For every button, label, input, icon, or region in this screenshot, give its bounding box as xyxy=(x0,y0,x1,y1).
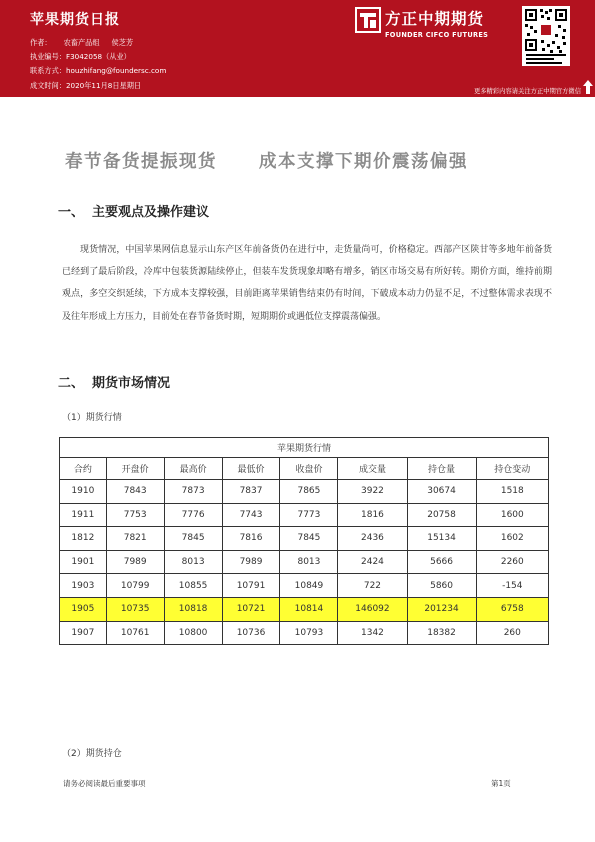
table-cell: 20758 xyxy=(407,503,476,527)
table-cell: 1905 xyxy=(60,597,107,621)
table-cell: 1812 xyxy=(60,527,107,551)
table-cell: 10799 xyxy=(106,574,164,598)
column-header: 合约 xyxy=(60,458,107,480)
table-cell: 146092 xyxy=(338,597,407,621)
column-header: 成交量 xyxy=(338,458,407,480)
table-cell: 10735 xyxy=(106,597,164,621)
section-2-number: 二、 xyxy=(58,376,85,391)
table-cell: 10721 xyxy=(222,597,280,621)
table-cell: 1907 xyxy=(60,621,107,645)
table-cell: 7753 xyxy=(106,503,164,527)
table-cell: 2436 xyxy=(338,527,407,551)
license-line xyxy=(30,52,131,62)
table-cell: 10800 xyxy=(164,621,222,645)
table-cell: 7773 xyxy=(280,503,338,527)
column-header: 最高价 xyxy=(164,458,222,480)
table-cell: 5666 xyxy=(407,550,476,574)
table-row xyxy=(60,574,549,598)
table-cell: 7843 xyxy=(106,480,164,504)
summary-paragraph: 现货情况，中国苹果网信息显示山东产区年前备货仍在进行中，走货量尚可，价格稳定。西部产区陕甘等多地年前备货已经到了最后阶段，冷库中包装货源陆续停止，但装车发货现象却略有增多，销区市场交易有所好转。期价方面，维持前期观点，多空交织延续，下方成本支撑较强，目前距离苹果销售结束仍有时间，下破成本动力仍显不足，不过整体需求表现不及往年形成上方压力，目前处在春节备货时期，短期期价或遇低位支撑震荡偏强。 xyxy=(62,245,552,322)
date-line xyxy=(30,81,141,91)
table-cell: 7743 xyxy=(222,503,280,527)
column-header: 最低价 xyxy=(222,458,280,480)
table-cell: 7989 xyxy=(222,550,280,574)
table-cell: 1911 xyxy=(60,503,107,527)
logo-mark-icon xyxy=(355,7,381,33)
follow-wechat-text: 更多精彩内容请关注方正中期官方微信 xyxy=(473,88,581,95)
column-header: 开盘价 xyxy=(106,458,164,480)
table-cell: 15134 xyxy=(407,527,476,551)
table-cell: 10855 xyxy=(164,574,222,598)
table-cell: 7845 xyxy=(280,527,338,551)
table-cell: 6758 xyxy=(476,597,548,621)
table-row xyxy=(60,621,549,645)
table-cell: 10793 xyxy=(280,621,338,645)
report-header xyxy=(0,0,595,97)
license-label: 执业编号： xyxy=(30,52,66,61)
table-cell: 2260 xyxy=(476,550,548,574)
table-cell: 2424 xyxy=(338,550,407,574)
table-row xyxy=(60,503,549,527)
disclaimer-note: 请务必阅读最后重要事项 xyxy=(63,779,146,788)
column-header: 收盘价 xyxy=(280,458,338,480)
subsection-futures-positions: （2）期货持仓 xyxy=(62,749,122,759)
contact-label: 联系方式： xyxy=(30,66,66,75)
document-title xyxy=(65,148,468,173)
table-cell: 1342 xyxy=(338,621,407,645)
table-cell: 1910 xyxy=(60,480,107,504)
author-name: 侯芝芳 xyxy=(111,38,134,47)
table-cell: 8013 xyxy=(164,550,222,574)
table-cell: 722 xyxy=(338,574,407,598)
company-logo xyxy=(355,6,513,46)
column-header: 持仓量 xyxy=(407,458,476,480)
table-cell: 5860 xyxy=(407,574,476,598)
table-row xyxy=(60,480,549,504)
section-2-title: 期货市场情况 xyxy=(92,376,171,391)
table-cell: 1602 xyxy=(476,527,548,551)
table-cell: 7821 xyxy=(106,527,164,551)
table-header-row xyxy=(60,458,549,480)
table-row xyxy=(60,527,549,551)
table-cell: 7837 xyxy=(222,480,280,504)
table-cell: 1903 xyxy=(60,574,107,598)
table-row xyxy=(60,550,549,574)
table-cell: 3922 xyxy=(338,480,407,504)
section-1-number: 一、 xyxy=(58,205,85,220)
table-caption: 苹果期货行情 xyxy=(60,438,549,458)
section-heading-1 xyxy=(58,201,209,220)
author-label: 作者： xyxy=(30,38,52,47)
logo-english-name: FOUNDER CIFCO FUTURES xyxy=(385,31,489,39)
column-header: 持仓变动 xyxy=(476,458,548,480)
table-cell: 18382 xyxy=(407,621,476,645)
author-line xyxy=(30,38,133,48)
wechat-qr-code xyxy=(522,6,570,66)
table-cell: 10736 xyxy=(222,621,280,645)
table-cell: 7816 xyxy=(222,527,280,551)
title-part-2: 成本支撑下期价震荡偏强 xyxy=(259,152,468,172)
table-cell: 10818 xyxy=(164,597,222,621)
table-cell: 1518 xyxy=(476,480,548,504)
subsection-futures-quotes: （1）期货行情 xyxy=(62,413,122,423)
table-cell: 7873 xyxy=(164,480,222,504)
table-row-highlighted xyxy=(60,597,549,621)
table-cell: 201234 xyxy=(407,597,476,621)
section-heading-2 xyxy=(58,372,170,391)
table-cell: 10791 xyxy=(222,574,280,598)
table-cell: 1816 xyxy=(338,503,407,527)
table-cell: 30674 xyxy=(407,480,476,504)
table-cell: 260 xyxy=(476,621,548,645)
date-label: 成文时间 xyxy=(30,81,59,90)
table-cell: 10761 xyxy=(106,621,164,645)
page-number: 第1页 xyxy=(491,779,511,788)
table-cell: 8013 xyxy=(280,550,338,574)
qr-code-icon xyxy=(522,6,570,66)
futures-quotes-table xyxy=(59,437,549,645)
table-cell: 7776 xyxy=(164,503,222,527)
table-cell: 7865 xyxy=(280,480,338,504)
table-cell: 1901 xyxy=(60,550,107,574)
contact-line xyxy=(30,66,166,76)
table-cell: 7845 xyxy=(164,527,222,551)
title-part-1: 春节备货提振现货 xyxy=(65,152,217,172)
date-value: ：2020年11月8日星期日 xyxy=(58,81,142,90)
report-title: 苹果期货日报 xyxy=(30,12,120,28)
license-value: F3042058（从业） xyxy=(65,52,131,61)
author-group: 农畜产品组 xyxy=(63,38,100,47)
table-cell: -154 xyxy=(476,574,548,598)
section-1-title: 主要观点及操作建议 xyxy=(92,205,210,220)
table-cell: 10814 xyxy=(280,597,338,621)
table-cell: 7989 xyxy=(106,550,164,574)
back-to-top-arrow-icon[interactable] xyxy=(583,80,593,94)
table-cell: 10849 xyxy=(280,574,338,598)
contact-email[interactable]: houzhifang@foundersc.com xyxy=(65,66,167,75)
table-cell: 1600 xyxy=(476,503,548,527)
logo-chinese-name: 方正中期期货 xyxy=(385,10,485,28)
